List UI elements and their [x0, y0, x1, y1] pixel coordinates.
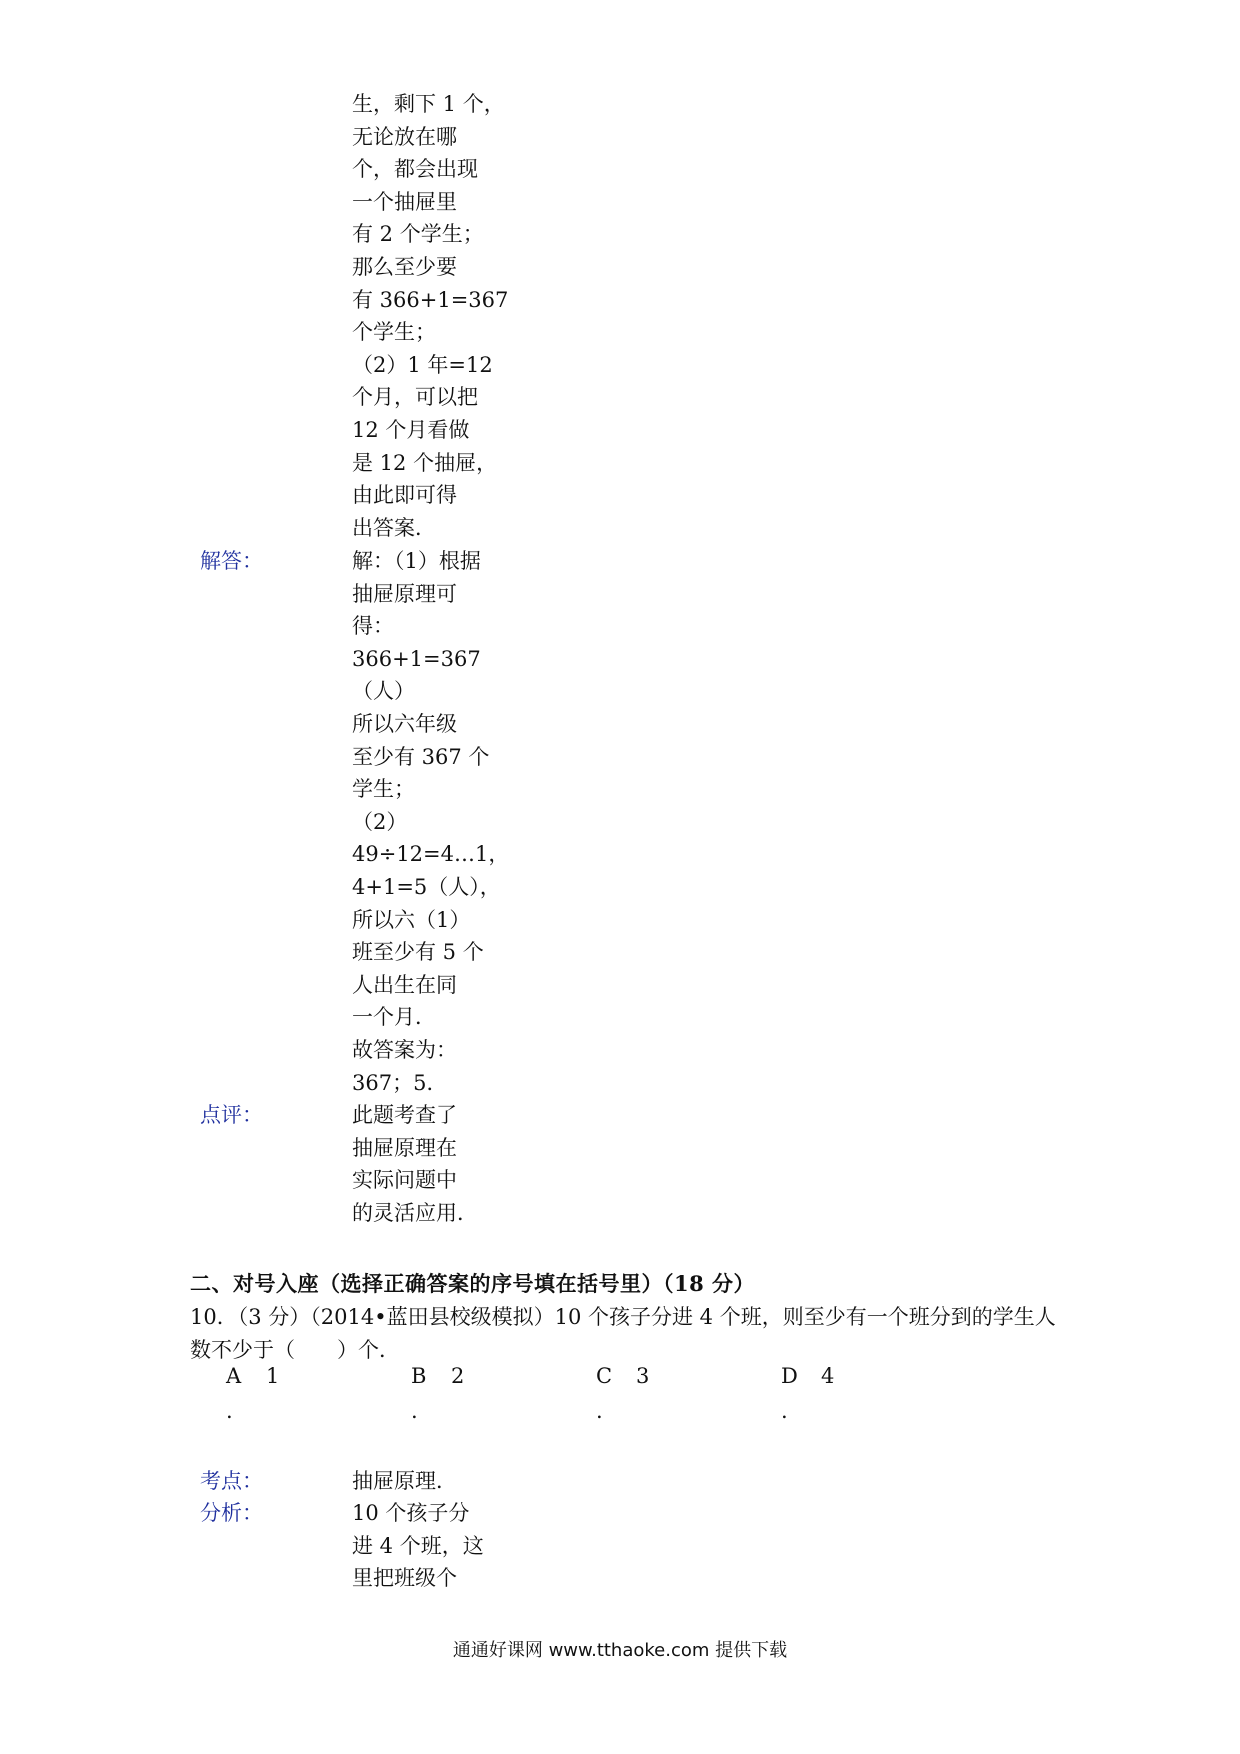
question-10-stem	[190, 1301, 1070, 1366]
text-line: 抽屉原理在	[352, 1135, 457, 1160]
text-line: 出答案．	[352, 515, 436, 540]
text-line: 抽屉原理可	[352, 581, 457, 606]
key-point-label: 考点：	[200, 1469, 263, 1493]
option-d	[781, 1364, 835, 1423]
comment-block	[0, 1099, 1240, 1229]
comment-text	[352, 1099, 492, 1229]
option-dot: .	[226, 1399, 233, 1423]
option-letter: B	[411, 1364, 427, 1388]
option-letter: A	[226, 1364, 242, 1388]
text-line: 故答案为：	[352, 1037, 457, 1062]
analysis-continuation-text	[352, 88, 509, 544]
text-line: （人）	[352, 679, 415, 704]
analysis-label: 分析：	[200, 1501, 263, 1525]
text-line: 人出生在同	[352, 972, 457, 997]
text-line: 一个月．	[352, 1005, 436, 1030]
option-dot: .	[781, 1399, 788, 1423]
analysis-text	[352, 1497, 492, 1595]
text-line: 学生；	[352, 777, 415, 802]
key-point-block	[0, 1465, 1240, 1498]
text-line: 12 个月看做	[352, 417, 470, 442]
text-line: 实际问题中	[352, 1168, 457, 1193]
text-line: 里把班级个	[352, 1566, 457, 1591]
analysis-block	[0, 1497, 1240, 1595]
text-line: 个学生；	[352, 320, 436, 345]
comment-label: 点评：	[200, 1103, 263, 1127]
question-10-options	[226, 1364, 1026, 1434]
text-line: 有 366+1=367	[352, 287, 509, 312]
text-line: 是 12 个抽屉，	[352, 450, 498, 475]
text-line: 由此即可得	[352, 483, 457, 508]
text-line: 解：（1）根据	[352, 549, 481, 573]
option-dot: .	[411, 1399, 418, 1423]
text-line: 无论放在哪	[352, 124, 457, 149]
text-line: （2）	[352, 809, 408, 834]
text-line: 至少有 367 个	[352, 744, 490, 769]
question-10-line-1: 10．（3 分）（2014•蓝田县校级模拟）10 个孩子分进 4 个班，则至少有一个班分到的学生人	[190, 1305, 1056, 1329]
footer-text: 通通好课网 www.tthaoke.com 提供下载	[452, 1640, 788, 1661]
option-dot: .	[596, 1399, 603, 1423]
solution-block	[0, 545, 1240, 1099]
text-line: 个月，可以把	[352, 385, 478, 410]
text-line: 所以六年级	[352, 711, 457, 736]
solution-text	[352, 545, 510, 1099]
text-line: 个，都会出现	[352, 157, 478, 182]
text-line: 此题考查了	[352, 1103, 457, 1127]
option-value: 1	[266, 1364, 280, 1388]
text-line: 有 2 个学生；	[352, 222, 484, 247]
text-line: 49÷12=4…1，	[352, 842, 510, 867]
option-a	[226, 1364, 280, 1423]
option-value: 2	[451, 1364, 465, 1388]
text-line: 那么至少要	[352, 254, 457, 279]
option-c	[596, 1364, 650, 1423]
text-line: （2）1 年=12	[352, 352, 493, 377]
option-value: 3	[636, 1364, 650, 1388]
text-line: 生，剩下 1 个，	[352, 92, 505, 116]
text-line: 所以六（1）	[352, 907, 471, 932]
text-line: 366+1=367	[352, 646, 481, 671]
option-letter: C	[596, 1364, 613, 1388]
question-10-line-2: 数不少于（ ）个．	[190, 1337, 400, 1362]
text-line: 班至少有 5 个	[352, 940, 484, 965]
text-line: 10 个孩子分	[352, 1501, 470, 1525]
analysis-continuation	[0, 88, 1240, 544]
key-point-text: 抽屉原理．	[352, 1469, 457, 1493]
solution-label: 解答：	[200, 549, 263, 573]
text-line: 进 4 个班，这	[352, 1533, 484, 1558]
option-letter: D	[781, 1364, 798, 1388]
option-b	[411, 1364, 465, 1423]
section-title: 二、对号入座（选择正确答案的序号填在括号里）（18 分）	[190, 1271, 756, 1296]
text-line: 的灵活应用．	[352, 1200, 478, 1225]
text-line: 得：	[352, 614, 394, 639]
option-value: 4	[821, 1364, 835, 1388]
text-line: 4+1=5（人），	[352, 874, 501, 899]
text-line: 一个抽屉里	[352, 189, 457, 214]
text-line: 367；5．	[352, 1070, 448, 1095]
